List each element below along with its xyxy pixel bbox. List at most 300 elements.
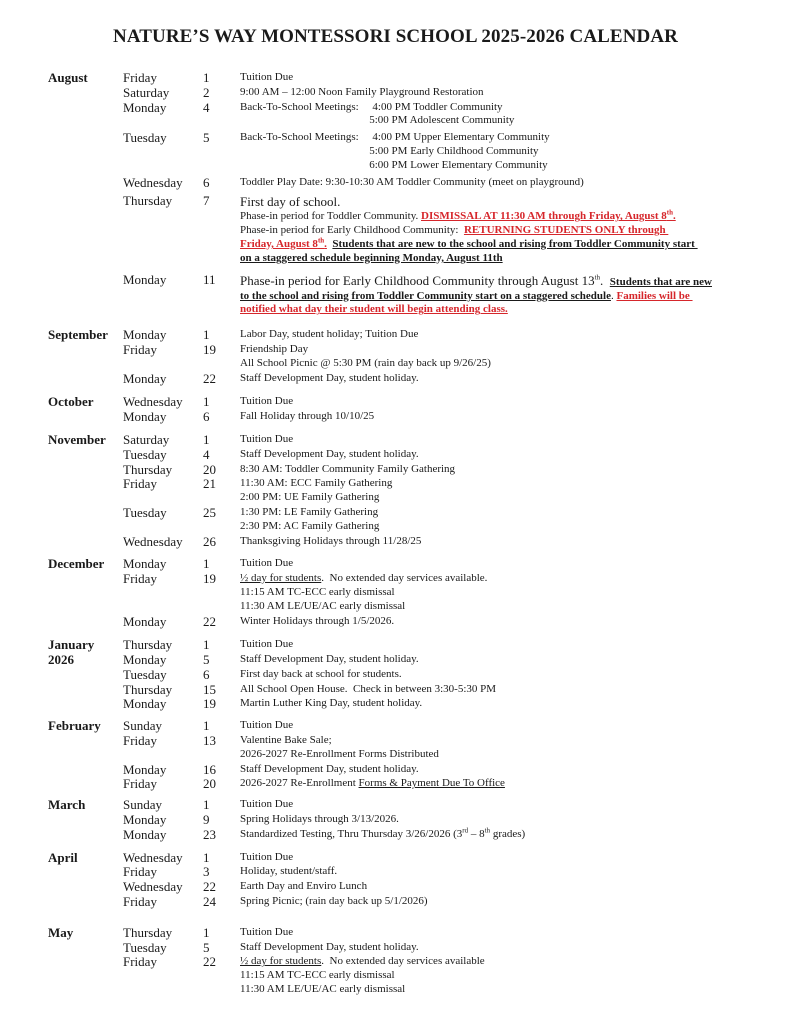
- weekday: Wednesday: [123, 879, 183, 895]
- event-text: [240, 193, 748, 265]
- event-segment: Back-To-School Meetings: 4:00 PM Upper Elementary Community: [240, 131, 550, 144]
- day-number: 7: [203, 193, 210, 209]
- event-line: [240, 505, 748, 520]
- weekday: Wednesday: [123, 394, 183, 410]
- event-segment: 1:30 PM: LE Family Gathering: [240, 505, 379, 518]
- event-segment: Staff Development Day, student holiday.: [240, 653, 419, 666]
- event-line: [240, 252, 748, 266]
- calendar-entry: [48, 696, 748, 711]
- event-line: [240, 637, 748, 652]
- event-text: [240, 342, 748, 371]
- calendar-entry: [48, 864, 748, 879]
- event-line: [240, 983, 748, 997]
- event-text: [240, 776, 748, 791]
- event-line: [240, 432, 748, 447]
- event-line: [240, 159, 748, 173]
- day-number: 19: [203, 571, 216, 587]
- event-segment: Staff Development Day, student holiday.: [240, 447, 419, 460]
- month-block: [48, 70, 748, 317]
- event-segment: 5:00 PM Adolescent Community: [240, 114, 515, 127]
- event-line: [240, 210, 748, 224]
- day-number: 9: [203, 812, 210, 828]
- day-number: 4: [203, 99, 210, 115]
- event-line: [240, 462, 748, 477]
- day-number: 22: [203, 954, 216, 970]
- event-text: [240, 954, 748, 996]
- event-segment: First day of school.: [240, 194, 341, 210]
- weekday: Friday: [123, 776, 157, 792]
- day-number: 22: [203, 613, 216, 629]
- ordinal-suffix: rd: [462, 826, 469, 835]
- month-label-line: April: [48, 849, 78, 865]
- day-number: 26: [203, 533, 216, 549]
- calendar-entry: [48, 879, 748, 894]
- day-number: 20: [203, 776, 216, 792]
- event-segment: Phase-in period for Early Childhood Community through August 13th.: [240, 272, 610, 288]
- event-line: [240, 827, 748, 842]
- event-segment: .: [610, 289, 617, 302]
- month-label-line: 2026: [48, 652, 74, 668]
- calendar-entry: [48, 85, 748, 100]
- event-segment: Phase-in period for Early Childhood Community:: [240, 224, 464, 237]
- event-text: [240, 100, 748, 129]
- weekday: Friday: [123, 476, 157, 492]
- weekday: Thursday: [123, 681, 173, 697]
- month-label-line: August: [48, 70, 88, 85]
- ordinal-suffix: th: [317, 236, 325, 245]
- weekday: Thursday: [123, 637, 173, 653]
- day-number: 20: [203, 461, 216, 477]
- weekday: Friday: [123, 571, 157, 587]
- calendar-entry: [48, 70, 748, 85]
- day-number: 13: [203, 733, 216, 749]
- ordinal-suffix: th: [484, 826, 491, 835]
- event-text: [240, 864, 748, 879]
- weekday: Monday: [123, 409, 167, 425]
- event-line: [240, 879, 748, 894]
- event-text: [240, 394, 748, 409]
- event-line: [240, 812, 748, 827]
- event-text: [240, 327, 748, 342]
- calendar-entry: [48, 925, 748, 940]
- month-label-line: September: [48, 327, 108, 343]
- page-title: NATURE’S WAY MONTESSORI SCHOOL 2025-2026 CALENDAR: [113, 26, 678, 47]
- event-line: [240, 476, 748, 491]
- event-segment: Tuition Due: [240, 719, 294, 732]
- day-number: 6: [203, 174, 210, 190]
- day-number: 5: [203, 939, 210, 955]
- calendar-entry: [48, 894, 748, 909]
- day-number: 1: [203, 327, 210, 343]
- calendar-entry: [48, 462, 748, 477]
- calendar-entry: [48, 614, 748, 629]
- event-line: [240, 85, 748, 100]
- event-text: [240, 667, 748, 682]
- weekday: Monday: [123, 826, 167, 842]
- weekday: Friday: [123, 70, 157, 85]
- event-segment: Labor Day, student holiday; Tuition Due: [240, 328, 419, 341]
- calendar-entry: [48, 652, 748, 667]
- event-line: [240, 667, 748, 682]
- event-segment: Thanksgiving Holidays through 11/28/25: [240, 534, 422, 547]
- calendar-entry: [48, 812, 748, 827]
- event-segment: 2026-2027 Re-Enrollment Forms Distributed: [240, 747, 439, 760]
- event-segment: Spring Picnic; (rain day back up 5/1/2026): [240, 895, 428, 908]
- weekday: Monday: [123, 761, 167, 777]
- day-number: 5: [203, 130, 210, 146]
- day-number: 22: [203, 879, 216, 895]
- weekday: Monday: [123, 613, 167, 629]
- calendar-entry: [48, 272, 748, 318]
- event-segment: Tuition Due: [240, 925, 294, 938]
- day-number: 1: [203, 849, 210, 865]
- event-line: [240, 447, 748, 462]
- event-line: [240, 940, 748, 955]
- weekday: Thursday: [123, 924, 173, 940]
- month-block: [48, 432, 748, 548]
- calendar-entry: [48, 371, 748, 386]
- event-text: [240, 682, 748, 697]
- weekday: Monday: [123, 99, 167, 115]
- event-segment: . No extended day services available: [321, 955, 485, 968]
- calendar-entry: [48, 827, 748, 842]
- event-text: [240, 371, 748, 386]
- month-block: [48, 637, 748, 711]
- event-text: [240, 571, 748, 613]
- event-line: [240, 357, 748, 371]
- weekday: Monday: [123, 652, 167, 668]
- event-segment: First day back at school for students.: [240, 667, 402, 680]
- event-segment: Back-To-School Meetings: 4:00 PM Toddler Community: [240, 100, 503, 113]
- month-label-line: January: [48, 637, 95, 653]
- event-text: [240, 718, 748, 733]
- event-line: [240, 534, 748, 549]
- event-text: [240, 652, 748, 667]
- month-label-line: May: [48, 924, 74, 940]
- event-line: [240, 114, 748, 128]
- weekday: Tuesday: [123, 504, 167, 520]
- event-text: [240, 879, 748, 894]
- bold-notice: to the school and rising from Toddler Community start on a staggered schedule: [240, 289, 611, 302]
- day-number: 1: [203, 718, 210, 734]
- event-text: [240, 462, 748, 477]
- day-number: 1: [203, 797, 210, 813]
- day-number: 23: [203, 826, 216, 842]
- event-segment: 11:30 AM LE/UE/AC early dismissal: [240, 599, 406, 612]
- day-number: 1: [203, 924, 210, 940]
- calendar-entry: [48, 797, 748, 812]
- weekday: Tuesday: [123, 666, 167, 682]
- calendar-entry: [48, 571, 748, 613]
- calendar-entry: [48, 762, 748, 777]
- bold-notice: Students that are new: [609, 275, 712, 288]
- event-line: [240, 586, 748, 600]
- day-number: 19: [203, 696, 216, 712]
- calendar-entry: [48, 327, 748, 342]
- event-segment: All School Open House. Check in between 3:30-5:30 PM: [240, 682, 497, 695]
- event-text: [240, 432, 748, 447]
- event-segment: ½ day for students: [240, 955, 322, 968]
- event-text: [240, 894, 748, 909]
- event-line: [240, 491, 748, 505]
- event-segment: Staff Development Day, student holiday.: [240, 940, 419, 953]
- event-text: [240, 447, 748, 462]
- ordinal-suffix: th: [594, 273, 601, 282]
- event-text: [240, 130, 748, 172]
- event-line: [240, 556, 748, 571]
- event-text: [240, 614, 748, 629]
- event-segment: 8:30 AM: Toddler Community Family Gathering: [240, 462, 456, 475]
- event-text: [240, 70, 748, 85]
- calendar-entry: [48, 850, 748, 865]
- event-text: [240, 812, 748, 827]
- event-segment: Tuition Due: [240, 638, 294, 651]
- event-line: [240, 696, 748, 711]
- event-line: [240, 145, 748, 159]
- month-block: [48, 797, 748, 841]
- event-line: [240, 614, 748, 629]
- day-number: 1: [203, 394, 210, 410]
- weekday: Thursday: [123, 461, 173, 477]
- event-segment: 6:00 PM Lower Elementary Community: [240, 158, 548, 171]
- event-line: [240, 238, 748, 252]
- event-text: [240, 556, 748, 571]
- event-segment: 11:30 AM LE/UE/AC early dismissal: [240, 983, 406, 996]
- weekday: Monday: [123, 370, 167, 386]
- weekday: Friday: [123, 733, 157, 749]
- event-line: [240, 925, 748, 940]
- calendar-entry: [48, 667, 748, 682]
- event-segment: Winter Holidays through 1/5/2026.: [240, 614, 395, 627]
- event-line: [240, 409, 748, 424]
- weekday: Monday: [123, 696, 167, 712]
- event-segment: Standardized Testing, Thru Thursday 3/26/2026 (3rd – 8: [240, 826, 485, 840]
- highlight-notice: Families will be: [616, 289, 693, 302]
- event-line: [240, 303, 748, 317]
- weekday: Wednesday: [123, 849, 183, 865]
- calendar-entry: [48, 476, 748, 505]
- event-line: [240, 864, 748, 879]
- month-label-line: October: [48, 394, 94, 410]
- day-number: 4: [203, 446, 210, 462]
- bold-notice: on a staggered schedule beginning Monday, August 11th: [240, 251, 503, 264]
- event-text: [240, 850, 748, 865]
- calendar-entry: [48, 505, 748, 534]
- event-segment: 11:15 AM TC-ECC early dismissal: [240, 969, 395, 982]
- calendar-entry: [48, 940, 748, 955]
- event-text: [240, 409, 748, 424]
- event-text: [240, 534, 748, 549]
- weekday: Friday: [123, 341, 157, 357]
- calendar-entry: [48, 130, 748, 172]
- day-number: 6: [203, 666, 210, 682]
- event-line: [240, 762, 748, 777]
- month-block: [48, 394, 748, 424]
- event-line: [240, 327, 748, 342]
- event-segment: . No extended day services available.: [321, 572, 488, 585]
- event-text: [240, 696, 748, 711]
- event-line: [240, 272, 748, 290]
- event-segment: ½ day for students: [240, 572, 322, 585]
- event-segment: Martin Luther King Day, student holiday.: [240, 697, 423, 710]
- day-number: 19: [203, 341, 216, 357]
- day-number: 1: [203, 431, 210, 447]
- event-line: [240, 290, 748, 304]
- event-line: [240, 733, 748, 748]
- weekday: Tuesday: [123, 130, 167, 146]
- event-line: [240, 954, 748, 969]
- month-label-line: March: [48, 797, 86, 813]
- event-line: [240, 175, 748, 190]
- weekday: Monday: [123, 271, 167, 287]
- weekday: Thursday: [123, 193, 173, 209]
- event-segment: Tuition Due: [240, 798, 294, 811]
- event-text: [240, 476, 748, 505]
- event-segment: $^{th}$ grades): [484, 826, 526, 840]
- event-segment: Tuition Due: [240, 395, 294, 408]
- calendar-entry: [48, 175, 748, 190]
- event-text: [240, 925, 748, 940]
- event-segment: 11:15 AM TC-ECC early dismissal: [240, 585, 395, 598]
- event-line: [240, 776, 748, 791]
- event-text: [240, 827, 748, 842]
- weekday: Saturday: [123, 431, 170, 447]
- event-line: [240, 571, 748, 586]
- event-line: [240, 969, 748, 983]
- month-label-line: November: [48, 431, 106, 447]
- day-number: 1: [203, 556, 210, 572]
- calendar-entry: [48, 432, 748, 447]
- calendar-entry: [48, 556, 748, 571]
- weekday: Monday: [123, 556, 167, 572]
- month-label-line: February: [48, 718, 101, 734]
- event-text: [240, 175, 748, 190]
- day-number: 5: [203, 652, 210, 668]
- event-line: [240, 600, 748, 614]
- event-segment: Fall Holiday through 10/10/25: [240, 410, 375, 423]
- day-number: 1: [203, 637, 210, 653]
- day-number: 16: [203, 761, 216, 777]
- month-block: [48, 327, 748, 385]
- calendar-entry: [48, 682, 748, 697]
- event-text: [240, 272, 748, 318]
- event-line: [240, 70, 748, 85]
- ordinal-suffix: th: [666, 208, 673, 217]
- event-segment: Friendship Day: [240, 342, 309, 355]
- day-number: 21: [203, 476, 216, 492]
- event-segment: Staff Development Day, student holiday.: [240, 762, 419, 775]
- weekday: Monday: [123, 327, 167, 343]
- event-line: [240, 100, 748, 115]
- event-segment: Spring Holidays through 3/13/2026.: [240, 813, 399, 826]
- event-segment: Holiday, student/staff.: [240, 865, 338, 878]
- event-segment: Staff Development Day, student holiday.: [240, 371, 419, 384]
- event-text: [240, 637, 748, 652]
- event-segment: Earth Day and Enviro Lunch: [240, 880, 368, 893]
- weekday: Monday: [123, 812, 167, 828]
- event-segment: Forms & Payment Due To Office: [358, 777, 505, 790]
- event-line: [240, 652, 748, 667]
- weekday: Wednesday: [123, 533, 183, 549]
- calendar-entry: [48, 637, 748, 652]
- event-line: [240, 748, 748, 762]
- calendar-entry: [48, 733, 748, 762]
- bold-notice: Students that are new to the school and rising from Toddler Community start: [332, 237, 698, 250]
- event-segment: All School Picnic @ 5:30 PM (rain day back up 9/26/25): [240, 356, 491, 369]
- highlight-notice: RETURNING STUDENTS ONLY through: [463, 224, 669, 237]
- day-number: 11: [203, 271, 216, 287]
- highlight-notice: Friday, August 8th.: [240, 236, 327, 250]
- event-text: [240, 505, 748, 534]
- event-segment: Tuition Due: [240, 850, 294, 863]
- event-text: [240, 797, 748, 812]
- weekday: Friday: [123, 954, 157, 970]
- highlight-notice: notified what day their student will begin attending class.: [240, 303, 508, 316]
- day-number: 22: [203, 370, 216, 386]
- event-segment: Toddler Play Date: 9:30-10:30 AM Toddler Community (meet on playground): [240, 175, 584, 188]
- month-block: [48, 718, 748, 791]
- event-line: [240, 894, 748, 909]
- day-number: 24: [203, 894, 216, 910]
- weekday: Tuesday: [123, 446, 167, 462]
- event-segment: 2:30 PM: AC Family Gathering: [240, 519, 380, 532]
- event-text: [240, 940, 748, 955]
- event-segment: 9:00 AM – 12:00 Noon Family Playground Restoration: [240, 85, 484, 98]
- event-segment: 2:00 PM: UE Family Gathering: [240, 491, 380, 504]
- calendar-entry: [48, 534, 748, 549]
- day-number: 1: [203, 70, 210, 85]
- event-segment: Phase-in period for Toddler Community.: [240, 210, 422, 223]
- event-text: [240, 762, 748, 777]
- event-line: [240, 342, 748, 357]
- calendar-entry: [48, 954, 748, 996]
- event-segment: 11:30 AM: ECC Family Gathering: [240, 477, 393, 490]
- event-line: [240, 520, 748, 534]
- day-number: 3: [203, 864, 210, 880]
- month-block: [48, 556, 748, 628]
- event-line: [240, 394, 748, 409]
- calendar-entry: [48, 342, 748, 371]
- event-segment: Valentine Bake Sale;: [240, 734, 332, 747]
- calendar-entry: [48, 776, 748, 791]
- event-line: [240, 718, 748, 733]
- highlight-notice: DISMISSAL AT 11:30 AM through Friday, August 8th.: [421, 208, 676, 223]
- weekday: Tuesday: [123, 939, 167, 955]
- weekday: Friday: [123, 894, 157, 910]
- month-block: [48, 850, 748, 909]
- event-segment: 5:00 PM Early Childhood Community: [240, 144, 539, 157]
- calendar-entry: [48, 100, 748, 129]
- day-number: 25: [203, 504, 216, 520]
- event-segment: Tuition Due: [240, 71, 294, 83]
- event-segment: 2026-2027 Re-Enrollment: [240, 777, 359, 790]
- calendar-entry: [48, 409, 748, 424]
- calendar-entry: [48, 193, 748, 265]
- weekday: Friday: [123, 864, 157, 880]
- event-text: [240, 85, 748, 100]
- weekday: Saturday: [123, 84, 170, 100]
- event-line: [240, 224, 748, 238]
- day-number: 6: [203, 409, 210, 425]
- event-line: [240, 850, 748, 865]
- event-line: [240, 130, 748, 145]
- calendar-entry: [48, 447, 748, 462]
- weekday: Sunday: [123, 718, 162, 734]
- month-label-line: December: [48, 556, 105, 572]
- calendar-entry: [48, 394, 748, 409]
- weekday: Wednesday: [123, 174, 183, 190]
- day-number: 15: [203, 681, 216, 697]
